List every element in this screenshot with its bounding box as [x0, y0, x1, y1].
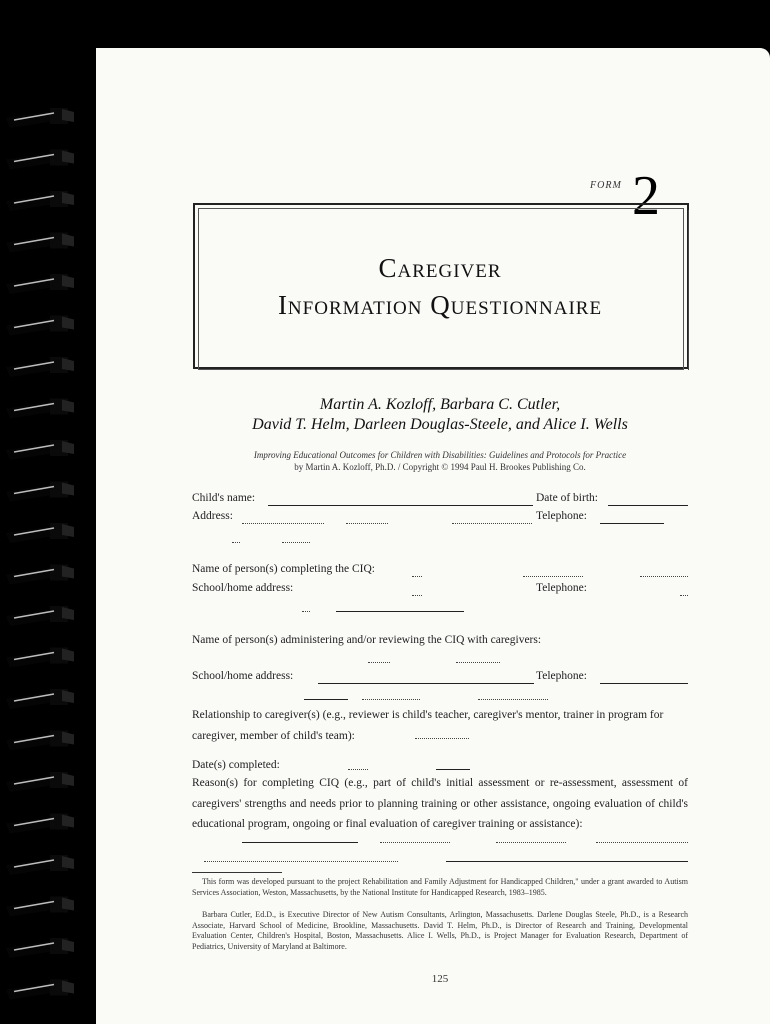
authors-line-1: Martin A. Kozloff, Barbara C. Cutler, [319, 396, 561, 413]
spiral-binding [0, 70, 150, 1024]
citation-line-2: by Martin A. Kozloff, Ph.D. / Copyright © 1994 Paul H. Brookes Publishing Co. [294, 462, 586, 472]
footnote-rule [192, 872, 282, 873]
school-home-address-line-1c[interactable] [336, 611, 464, 612]
relationship-line[interactable] [415, 738, 469, 739]
reasons-line-d[interactable] [596, 842, 688, 843]
person-completing-label: Name of person(s) completing the CIQ: [192, 563, 375, 575]
reasons-line-a[interactable] [242, 842, 358, 843]
citation-line-1: Improving Educational Outcomes for Children with Disabilities: Guidelines and Protocols for Practice [253, 450, 627, 460]
dates-completed-line-b[interactable] [436, 769, 470, 770]
person-administering-line-a[interactable] [368, 662, 390, 663]
form-label: FORM [590, 180, 622, 191]
reasons-line-b[interactable] [380, 842, 450, 843]
footnote-1: This form was developed pursuant to the project Rehabilitation and Family Adjustment for Handicapped Children," under a grant awarded to Autism Services Association, Weston, Massachusetts, by the National Institute for Handicapped Research, 1983–1985. [192, 877, 688, 897]
address-line-b[interactable] [346, 523, 388, 524]
person-administering-line-b[interactable] [456, 662, 500, 663]
person-completing-line-b[interactable] [523, 576, 583, 577]
date-of-birth-line[interactable] [608, 505, 688, 506]
reasons-text: Reason(s) for completing CIQ (e.g., part of child's initial assessment or re-assessment, assessment of caregivers' strengths and needs prior to planning training or other assistance, ongoing evaluation of child's educational program, ongoing or final evaluation of caregiver training or assistance): [192, 777, 688, 830]
school-home-address-line-2[interactable] [318, 683, 534, 684]
footnote-2: Barbara Cutler, Ed.D., is Executive Director of New Autism Consultants, Arlington, Massachusetts. Darlene Douglas Steele, Ph.D., is a Research Associate, Harvard School of Medicine, Brookline, Massachusetts. David T. Helm, Ph.D., is Director of Research and Training, Developmental Evaluation Center, Children's Hospital, Boston, Massachusetts. Alice I. Wells, Ph.D., is Project Manager for Evaluation Research, Department of Pediatrics, University of Maryland at Baltimore. [192, 910, 688, 951]
childs-name-line[interactable] [268, 505, 533, 506]
page-number: 125 [431, 973, 449, 985]
title-box-inner-border [198, 208, 684, 370]
school-home-address-line-2b[interactable] [304, 699, 348, 700]
person-completing-line-a[interactable] [412, 576, 422, 577]
date-of-birth-label: Date of birth: [536, 492, 598, 504]
telephone-label-1: Telephone: [536, 510, 587, 522]
person-completing-line-c[interactable] [640, 576, 688, 577]
reasons-line-c[interactable] [496, 842, 566, 843]
school-home-address-line-1a[interactable] [412, 595, 422, 596]
school-home-address-label-2: School/home address: [192, 670, 294, 682]
relationship-text: Relationship to caregiver(s) (e.g., reviewer is child's teacher, caregiver's mentor, trainer in program for caregiver, member of child's team): [192, 709, 664, 742]
binding-shadow [0, 70, 60, 1024]
dates-completed-text: Date(s) completed: [192, 759, 280, 771]
school-home-address-line-2c[interactable] [362, 699, 420, 700]
school-home-address-label-1: School/home address: [192, 582, 294, 594]
address-line-a[interactable] [242, 523, 324, 524]
childs-name-label: Child's name: [192, 492, 256, 504]
title-line-1: Caregiver [378, 253, 502, 283]
reasons-line-f[interactable] [446, 861, 688, 862]
school-home-address-line-1b[interactable] [302, 611, 310, 612]
dates-completed-line-a[interactable] [348, 769, 368, 770]
telephone-line-3[interactable] [600, 683, 688, 684]
telephone-label-2: Telephone: [536, 582, 587, 594]
address-line-c[interactable] [452, 523, 532, 524]
telephone-line-1[interactable] [600, 523, 664, 524]
person-administering-label: Name of person(s) administering and/or reviewing the CIQ with caregivers: [192, 634, 542, 646]
reasons-line-e[interactable] [204, 861, 398, 862]
form-number: 2 [632, 165, 660, 227]
authors-line-2: David T. Helm, Darleen Douglas-Steele, and Alice I. Wells [252, 416, 628, 433]
telephone-label-3: Telephone: [536, 670, 587, 682]
address-line-d[interactable] [232, 542, 240, 543]
address-label: Address: [192, 510, 233, 522]
address-line-e[interactable] [282, 542, 310, 543]
school-home-address-line-2d[interactable] [478, 699, 548, 700]
title-line-2: Information Questionnaire [277, 290, 603, 320]
telephone-line-2[interactable] [680, 595, 688, 596]
